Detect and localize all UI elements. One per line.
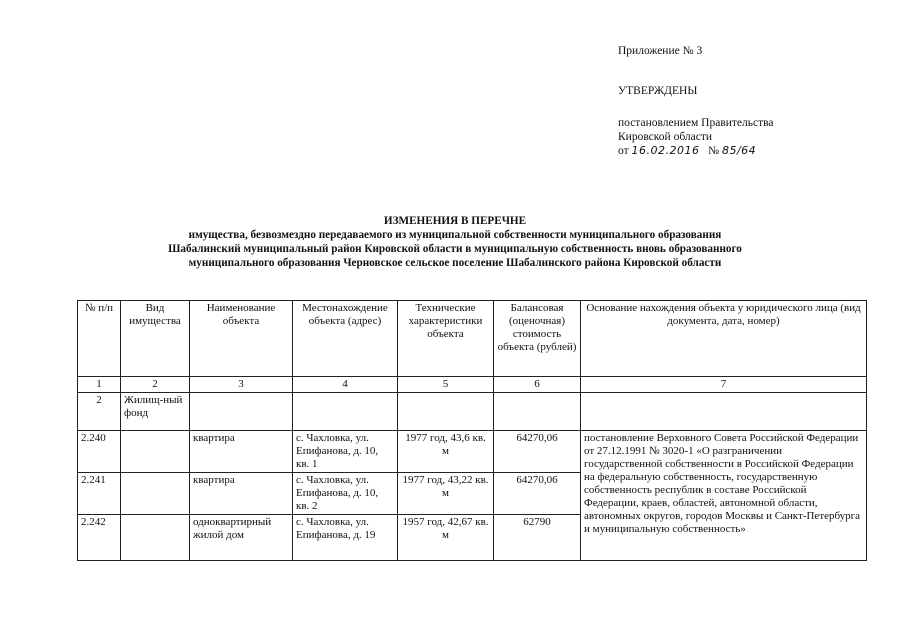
header-kind: Вид имущества [121, 301, 190, 377]
header-tech: Технические характеристики объекта [398, 301, 494, 377]
object-tech: 1957 год, 42,67 кв. м [398, 515, 494, 561]
decree-prefix: от [618, 145, 629, 157]
approved-label: УТВЕРЖДЕНЫ [618, 85, 698, 97]
object-value: 62790 [494, 515, 581, 561]
title-line-4: муниципального образования Черновское сельское поселение Шабалинского района Кировской области [188, 257, 722, 269]
object-value: 64270,06 [494, 473, 581, 515]
table-header-row [78, 301, 867, 377]
title-line-3: Шабалинский муниципальный район Кировской области в муниципальную собственность вновь образованного [168, 243, 742, 255]
object-address: с. Чахловка, ул. Епифанова, д. 10, кв. 1 [293, 431, 398, 473]
title-line-1: ИЗМЕНЕНИЯ В ПЕРЕЧНЕ [383, 215, 527, 227]
col-number: 7 [581, 377, 867, 393]
object-name: одноквартирный жилой дом [190, 515, 293, 561]
object-tech: 1977 год, 43,6 кв. м [398, 431, 494, 473]
decree-line-1: постановлением Правительства [618, 117, 774, 129]
row-number: 2.240 [78, 431, 121, 473]
section-row [78, 393, 867, 431]
object-address: с. Чахловка, ул. Епифанова, д. 10, кв. 2 [293, 473, 398, 515]
section-number: 2 [78, 393, 121, 431]
row-number: 2.241 [78, 473, 121, 515]
object-address: с. Чахловка, ул. Епифанова, д. 19 [293, 515, 398, 561]
decree-reference [618, 116, 774, 158]
header-basis: Основание нахождения объекта у юридического лица (вид документа, дата, номер) [581, 301, 867, 377]
decree-number-label: № [708, 145, 720, 157]
decree-date-line [618, 144, 774, 158]
col-number: 3 [190, 377, 293, 393]
object-name: квартира [190, 431, 293, 473]
col-number: 4 [293, 377, 398, 393]
property-table [77, 300, 867, 561]
header-value: Балансовая (оценочная) стоимость объекта (рублей) [494, 301, 581, 377]
decree-line-2: Кировской области [618, 131, 713, 143]
header-name: Наименование объекта [190, 301, 293, 377]
object-name: квартира [190, 473, 293, 515]
legal-basis: постановление Верховного Совета Российской Федерации от 27.12.1991 № 3020-1 «О разграничении государственной собственности в Российской Федерации на федеральную собственность, государственную собственность республик в составе Российской Федерации, краев, областей, автономной области, автономных округов, городов Москвы и Санкт-Петербурга и муниципальную собственность» [581, 431, 867, 561]
approval-header [618, 44, 898, 157]
header-address: Местонахождение объекта (адрес) [293, 301, 398, 377]
object-tech: 1977 год, 43,22 кв. м [398, 473, 494, 515]
document-title [60, 214, 850, 270]
header-num: № п/п [78, 301, 121, 377]
section-kind: Жилищ-ный фонд [121, 393, 190, 431]
col-number: 5 [398, 377, 494, 393]
decree-date: 16.02.2016 [631, 144, 700, 157]
appendix-label: Приложение № 3 [618, 45, 703, 57]
col-number: 1 [78, 377, 121, 393]
decree-number: 85/64 [721, 144, 757, 157]
column-number-row [78, 377, 867, 393]
row-number: 2.242 [78, 515, 121, 561]
col-number: 2 [121, 377, 190, 393]
title-line-2: имущества, безвозмездно передаваемого из муниципальной собственности муниципального образования [188, 229, 722, 241]
col-number: 6 [494, 377, 581, 393]
table-row [78, 431, 867, 473]
object-value: 64270,06 [494, 431, 581, 473]
